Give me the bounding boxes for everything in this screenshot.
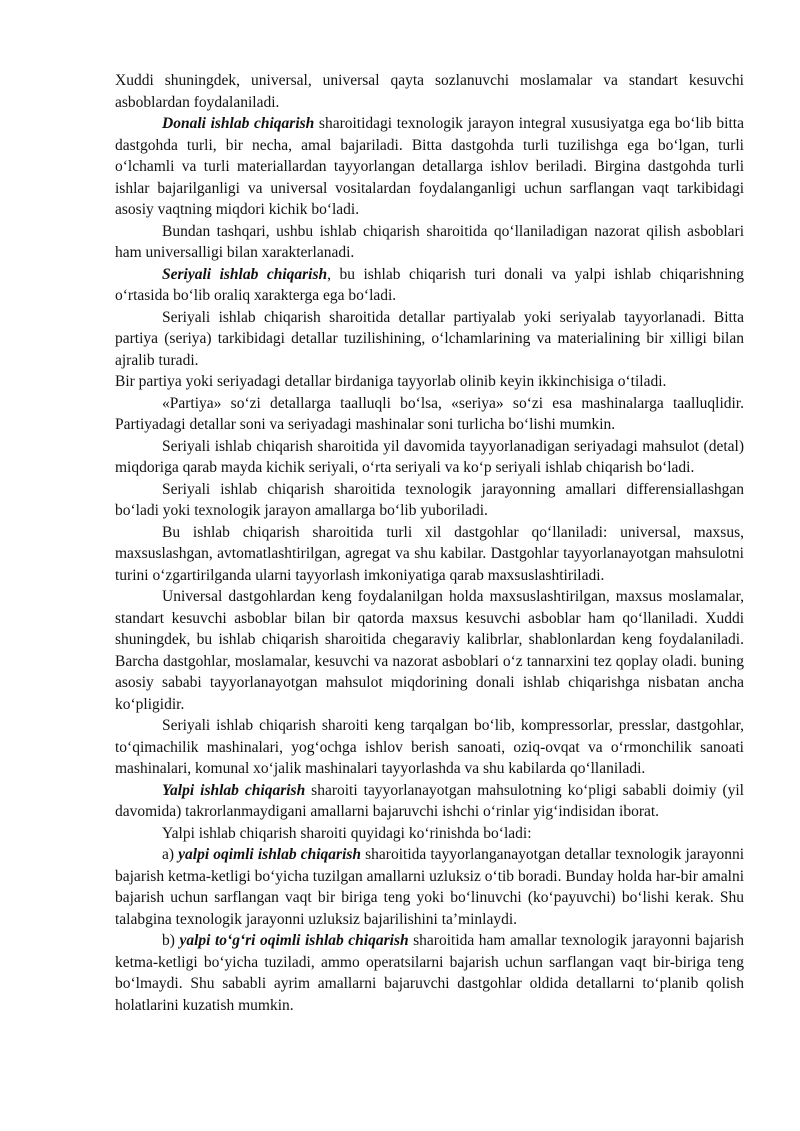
- paragraph: [115, 70, 744, 113]
- paragraph: [115, 780, 744, 823]
- paragraph: [115, 586, 744, 715]
- term-heading: yalpi oqimli ishlab chiqarish: [178, 846, 362, 863]
- paragraph-text: Seriyali ishlab chiqarish sharoitida texnologik jarayonning amallari differensiallashgan bo‘ladi yoki texnologik jarayon amallarga bo‘lib yuboriladi.: [115, 480, 744, 519]
- list-marker: b): [162, 932, 180, 949]
- term-heading: Seriyali ishlab chiqarish: [162, 265, 328, 283]
- document-body: [115, 70, 744, 1016]
- paragraph: [115, 930, 744, 1016]
- paragraph: [115, 113, 744, 221]
- list-marker: a): [162, 846, 179, 863]
- term-heading: yalpi to‘g‘ri oqimli ishlab chiqarish: [179, 932, 409, 949]
- paragraph-text: sharoitida tayyorlanganayotgan detallar texnologik jarayonni bajarish ketma-ketligi bo‘yicha tuzilgan amallarni uzluksiz o‘tib boradi. Bunday holda har-bir amalni bajarish uchun sarflangan vaqt bir biriga teng yoki bo‘linuvchi (ko‘payuvchi) bo‘lishi kerak. Shu talabgina texnologik jarayonni uzluksiz bajarilishini ta’minlaydi.: [115, 846, 744, 928]
- paragraph: [115, 522, 744, 587]
- paragraph-text: Yalpi ishlab chiqarish sharoiti quyidagi ko‘rinishda bo‘ladi:: [162, 824, 532, 842]
- paragraph-text: Universal dastgohlardan keng foydalanilgan holda maxsuslashtirilgan, maxsus moslamalar, standart kesuvchi asboblar bilan bir qatorda maxsus kesuvchi asboblar ham qo‘llaniladi. Xuddi shuningdek, bu ishlab chiqarish sharoitida chegaraviy kalibrlar, shablonlardan keng foydalaniladi. Barcha dastgohlar, moslamalar, kesuvchi va nazorat asboblari o‘z tannarxini tez qoplay oladi. buning asosiy sababi tayyorlanayotgan mahsulot miqdorining donali ishlab chiqarishga nisbatan ancha ko‘pligidir.: [115, 588, 744, 713]
- paragraph-text: Bir partiya yoki seriyadagi detallar birdaniga tayyorlab olinib keyin ikkinchisiga o‘tiladi.: [115, 373, 667, 390]
- paragraph-text: sharoitidagi texnologik jarayon integral xususiyatga ega bo‘lib bitta dastgohda turli, bir necha, amal bajariladi. Bitta dastgohda turli tuzilishga ega bo‘lgan, turli o‘lchamli va turli materiallardan tayyorlangan detallarga ishlov beriladi. Birgina dastgohda turli ishlar bajarilganligi va universal vositalardan foydalanganligi uchun sarflangan vaqt tarkibidagi asosiy vaqtning miqdori kichik bo‘ladi.: [115, 115, 744, 218]
- paragraph-text: , bu ishlab chiqarish turi donali va yalpi ishlab chiqarishning o‘rtasida bo‘lib oraliq xarakterga ega bo‘ladi.: [115, 265, 744, 304]
- paragraph-text: Seriyali ishlab chiqarish sharoitida yil davomida tayyorlanadigan seriyadagi mahsulot (detal) miqdoriga qarab mayda kichik seriyali, o‘rta seriyali va ko‘p seriyali ishlab chiqarish bo‘ladi.: [115, 437, 744, 476]
- term-heading: Donali ishlab chiqarish: [162, 115, 315, 132]
- paragraph-text: «Partiya» so‘zi detallarga taalluqli bo‘lsa, «seriya» so‘zi esa mashinalarga taalluqlidir. Partiyadagi detallar soni va seriyadagi mashinalar soni turlicha bo‘lishi mumkin.: [115, 394, 744, 433]
- paragraph-text: Seriyali ishlab chiqarish sharoiti keng tarqalgan bo‘lib, kompressorlar, presslar, dastgohlar, to‘qimachilik mashinalari, yog‘ochga ishlov berish sanoati, oziq-ovqat va o‘rmonchilik sanoati mashinalari, komunal xo‘jalik mashinalari tayyorlashda va shu kabilarda qo‘llaniladi.: [115, 717, 744, 777]
- paragraph: [115, 307, 744, 372]
- paragraph-text: Seriyali ishlab chiqarish sharoitida detallar partiyalab yoki seriyalab tayyorlanadi. Bitta partiya (seriya) tarkibidagi detallar tuzilishining, o‘lchamlarining va materialining bir xilligi bilan ajralib turadi.: [115, 308, 744, 369]
- paragraph-text: Xuddi shuningdek, universal, universal qayta sozlanuvchi moslamalar va standart kesuvchi asboblardan foydalaniladi.: [115, 72, 744, 111]
- paragraph: [115, 393, 744, 436]
- paragraph-text: sharoiti tayyorlanayotgan mahsulotning ko‘pligi sababli doimiy (yil davomida) takrorlanmaydigani amallarni bajaruvchi ishchi o‘rinlar yig‘indisidan iborat.: [115, 781, 744, 820]
- paragraph: [115, 479, 744, 522]
- paragraph-text: Bundan tashqari, ushbu ishlab chiqarish sharoitida qo‘llaniladigan nazorat qilish asboblari ham universalligi bilan xarakterlanadi.: [115, 222, 744, 261]
- paragraph-text: Bu ishlab chiqarish sharoitida turli xil dastgohlar qo‘llaniladi: universal, maxsus, maxsuslashgan, avtomatlashtirilgan, agregat va shu kabilar. Dastgohlar tayyorlanayotgan mahsulotni turini o‘zgartirilganda ularni tayyorlash imkoniyatiga qarab maxsuslashtiriladi.: [115, 523, 744, 584]
- paragraph: [115, 371, 744, 393]
- term-heading: Yalpi ishlab chiqarish: [162, 781, 306, 799]
- paragraph-text: sharoitida ham amallar texnologik jarayonni bajarish ketma-ketligi bo‘yicha tuziladi, ammo operatsilarni bajarish uchun sarflangan vaqt bir-biriga teng bo‘lmaydi. Shu sababli ayrim amallarni bajaruvchi dastgohlar oldida detallarni to‘planib qolish holatlarini kuzatish mumkin.: [115, 932, 744, 1014]
- paragraph: [115, 823, 744, 845]
- paragraph: [115, 436, 744, 479]
- paragraph: [115, 844, 744, 930]
- paragraph: [115, 221, 744, 264]
- paragraph: [115, 715, 744, 780]
- paragraph: [115, 264, 744, 307]
